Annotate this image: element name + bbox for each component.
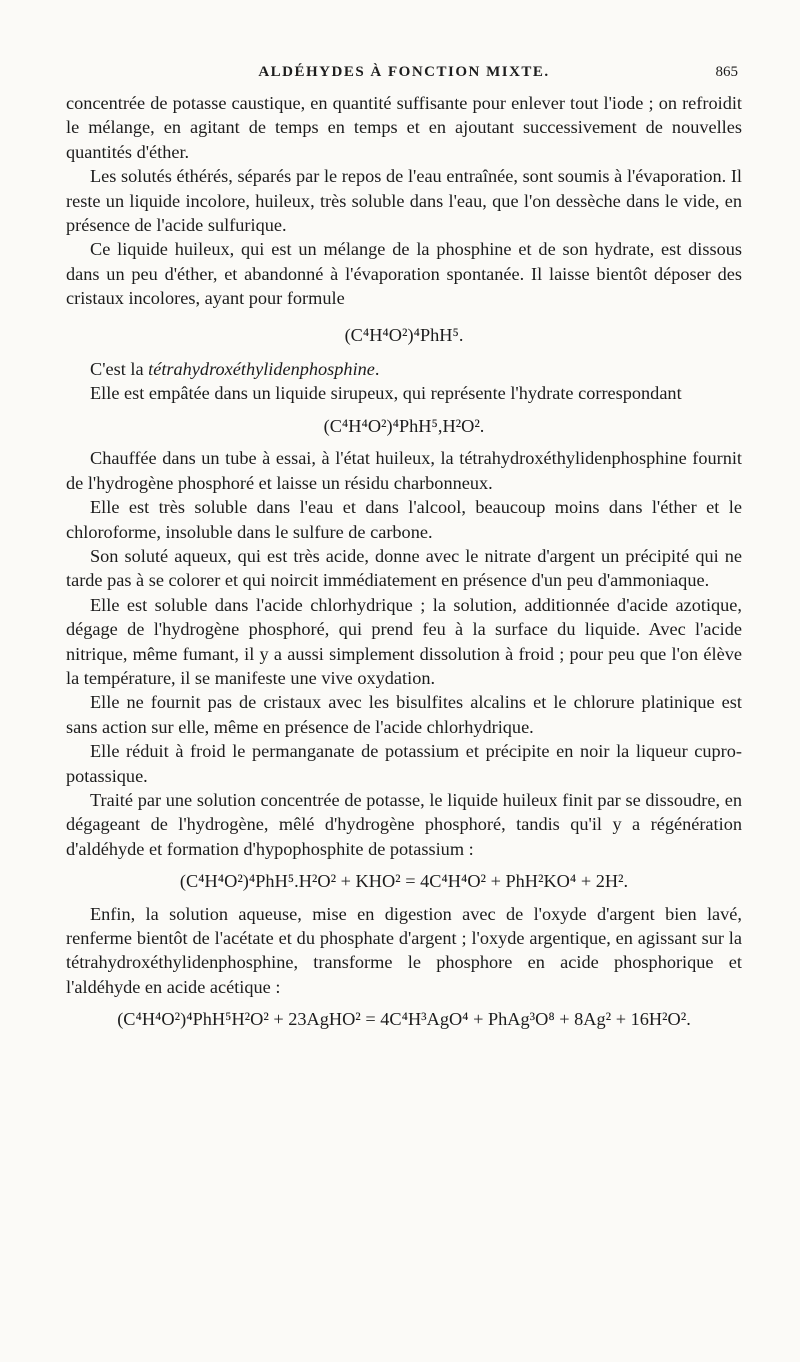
paragraph: Elle est très soluble dans l'eau et dans l'alcool, beaucoup moins dans l'éther et le chloroforme, insoluble dans le sulfure de carbone. [66,497,742,542]
paragraph: Enfin, la solution aqueuse, mise en digestion avec de l'oxyde d'argent bien lavé, renferme bientôt de l'acétate et du phosphate d'argent ; l'oxyde argentique, en agissant sur la tétrahydroxéthylidenphosphine, transforme le phosphore en acide phosphorique et l'aldéhyde en acide acétique : [66,903,742,997]
formula: (C⁴H⁴O²)⁴PhH⁵,H²O². [323,415,485,436]
paragraph: Chauffée dans un tube à essai, à l'état huileux, la tétrahydroxéthylidenphosphine fournit de l'hydrogène phosphoré et laisse un résidu charbonneux. [66,448,742,493]
running-head [66,64,742,86]
paragraph: Les solutés éthérés, séparés par le repos de l'eau entraînée, sont soumis à l'évaporation. Il reste un liquide incolore, huileux, très soluble dans l'eau, que l'on dessèche dans le vide, en présence de l'acide sulfurique. [66,166,742,236]
body-text [66,91,742,1040]
formula: (C⁴H⁴O²)⁴PhH⁵. [344,324,464,345]
paragraph: concentrée de potasse caustique, en quantité suffisante pour enlever tout l'iode ; on refroidit le mélange, en agitant de temps en temps et en ajoutant successivement de nouvelles quantités d'éther. [66,93,742,162]
running-title: ALDÉHYDES À FONCTION MIXTE. [258,64,550,80]
paragraph-text: C'est la [90,359,149,380]
formula: (C⁴H⁴O²)⁴PhH⁵H²O² + 23AgHO² = 4C⁴H³AgO⁴ + PhAg³O⁸ + 8Ag² + 16H²O². [117,1009,691,1030]
compound-name: tétrahydroxéthylidenphosphine [148,359,375,380]
paragraph [66,357,742,381]
page-number: 865 [715,64,738,80]
paragraph: Traité par une solution concentrée de potasse, le liquide huileux finit par se dissoudre, en dégageant de l'hydrogène, mêlé d'hydrogène phosphoré, tandis qu'il y a régénération d'aldéhyde et formation d'hypophosphite de potassium : [66,789,742,859]
paragraph: Elle ne fournit pas de cristaux avec les bisulfites alcalins et le chlorure platinique est sans action sur elle, même en présence de l'acide chlorhydrique. [66,692,742,737]
paragraph-text: . [374,359,380,380]
paragraph: Elle est empâtée dans un liquide sirupeux, qui représente l'hydrate correspondant [90,383,682,404]
paragraph: Ce liquide huileux, qui est un mélange de la phosphine et de son hydrate, est dissous dans un peu d'éther, et abandonné à l'évaporation spontanée. Il laisse bientôt déposer des cristaux incolores, ayant pour formule [66,239,742,309]
paragraph: Son soluté aqueux, qui est très acide, donne avec le nitrate d'argent un précipité qui ne tarde pas à se colorer et qui noircit immédiatement en présence d'un peu d'ammoniaque. [66,545,742,591]
paragraph: Elle réduit à froid le permanganate de potassium et précipite en noir la liqueur cupro-potassique. [66,741,742,786]
paragraph: Elle est soluble dans l'acide chlorhydrique ; la solution, additionnée d'acide azotique, dégage de l'hydrogène phosphoré, qui prend feu à la surface du liquide. Avec l'acide nitrique, même fumant, il y a aussi simplement dissolution à froid ; pour peu que l'on élève la température, il se manifeste une vive oxydation. [66,594,742,688]
formula: (C⁴H⁴O²)⁴PhH⁵.H²O² + KHO² = 4C⁴H⁴O² + PhH²KO⁴ + 2H². [179,871,629,892]
